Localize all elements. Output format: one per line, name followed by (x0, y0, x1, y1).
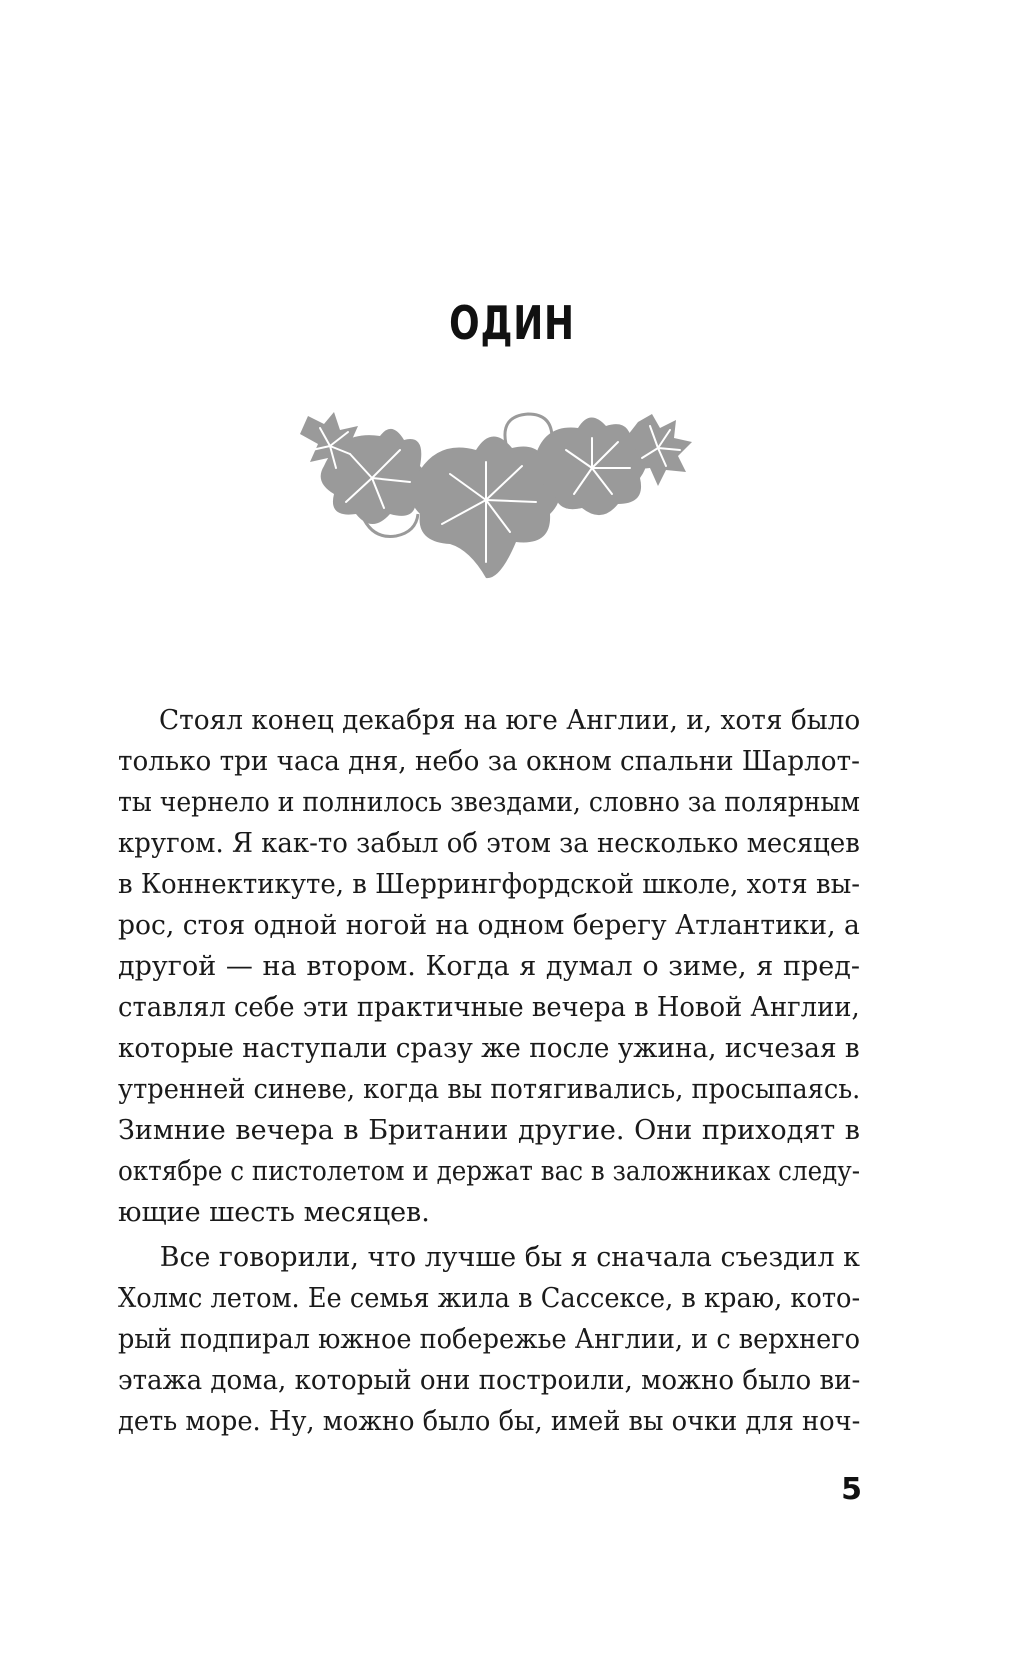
text-line: ставлял себе эти практичные вечера в Новой Англии, (118, 992, 860, 1023)
text-body (118, 700, 860, 1442)
text-line: другой — на втором. Когда я думал о зиме, я пред- (118, 951, 860, 982)
text-line: утренней синеве, когда вы потягивались, просыпаясь. (118, 1074, 861, 1105)
text-line: Стоял конец декабря на юге Англии, и, хотя было (158, 705, 861, 736)
text-line: Все говорили, что лучше бы я сначала съездил к (159, 1242, 860, 1273)
text-line: ющие шесть месяцев. (118, 1197, 430, 1228)
chapter-title: ОДИН (449, 296, 575, 350)
text-line: деть море. Ну, можно было бы, имей вы очки для ноч- (118, 1406, 861, 1437)
text-line: этажа дома, который они построили, можно было ви- (118, 1365, 861, 1396)
text-line: рос, стоя одной ногой на одном берегу Атлантики, а (118, 910, 860, 941)
paragraph (118, 700, 860, 1233)
paragraph (118, 1237, 860, 1442)
text-line: только три часа дня, небо за окном спальни Шарлот- (118, 746, 860, 777)
text-line: в Коннектикуте, в Шеррингфордской школе, хотя вы- (118, 869, 861, 900)
text-line: ты чернело и полнилось звездами, словно за полярным (118, 787, 860, 818)
text-line: Холмс летом. Ее семья жила в Сассексе, в краю, кото- (118, 1283, 861, 1314)
text-line: Зимние вечера в Британии другие. Они приходят в (118, 1115, 860, 1146)
ivy-leaves-icon (300, 410, 724, 580)
text-line: которые наступали сразу же после ужина, исчезая в (118, 1033, 860, 1064)
text-line: рый подпирал южное побережье Англии, и с верхнего (118, 1324, 861, 1355)
page-number: 5 (841, 1472, 862, 1507)
text-line: октябре с пистолетом и держат вас в заложниках следу- (118, 1156, 861, 1187)
text-line: кругом. Я как-то забыл об этом за несколько месяцев (118, 828, 860, 859)
